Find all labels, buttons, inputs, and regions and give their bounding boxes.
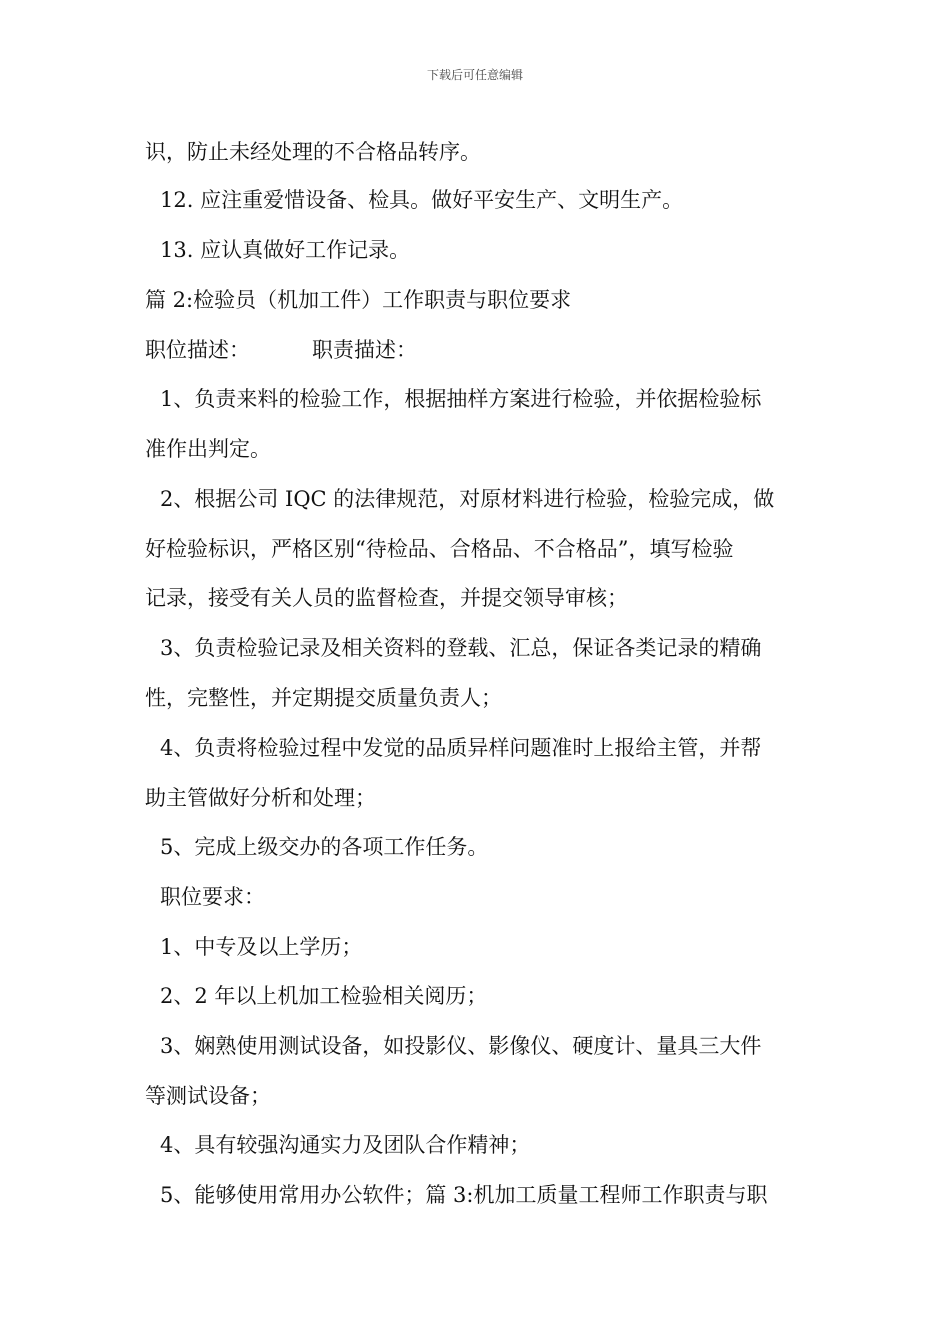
- section-heading: 篇 2:检验员（机加工件）工作职责与职位要求: [145, 288, 572, 312]
- text-line: 12. 应注重爱惜设备、检具。做好平安生产、文明生产。: [160, 188, 684, 212]
- text-line: 准作出判定。: [145, 437, 271, 461]
- text-line: 5、能够使用常用办公软件；篇 3:机加工质量工程师工作职责与职: [160, 1183, 768, 1207]
- text-line: 等测试设备；: [145, 1084, 271, 1108]
- text-line: 5、完成上级交办的各项工作任务。: [160, 835, 489, 859]
- section-heading: 职位要求：: [160, 885, 265, 909]
- text-line: 识，防止未经处理的不合格品转序。: [145, 140, 481, 164]
- text-line: 2、根据公司 IQC 的法律规范，对原材料进行检验，检验完成，做: [160, 487, 775, 511]
- text-line: 3、娴熟使用测试设备，如投影仪、影像仪、硬度计、量具三大件: [160, 1034, 762, 1058]
- label-duty-desc: 职责描述：: [312, 338, 417, 362]
- text-line: 13. 应认真做好工作记录。: [160, 238, 411, 262]
- text-line: 2、2 年以上机加工检验相关阅历；: [160, 984, 488, 1008]
- text-line: 记录，接受有关人员的监督检查，并提交领导审核；: [145, 586, 628, 610]
- text-line: 3、负责检验记录及相关资料的登载、汇总，保证各类记录的精确: [160, 636, 762, 660]
- label-position-desc: 职位描述：: [145, 338, 250, 362]
- text-line: 性，完整性，并定期提交质量负责人；: [145, 686, 502, 710]
- text-line: 1、中专及以上学历；: [160, 935, 363, 959]
- text-line: 1、负责来料的检验工作，根据抽样方案进行检验，并依据检验标: [160, 387, 762, 411]
- text-line: 4、具有较强沟通实力及团队合作精神；: [160, 1133, 531, 1157]
- page-header: 下载后可任意编辑: [426, 68, 523, 82]
- text-line: 4、负责将检验过程中发觉的品质异样问题准时上报给主管，并帮: [160, 736, 762, 760]
- text-line: 好检验标识，严格区别“待检品、合格品、不合格品”，填写检验: [145, 537, 734, 561]
- text-line: [145, 337, 810, 363]
- text-line: 助主管做好分析和处理；: [145, 786, 376, 810]
